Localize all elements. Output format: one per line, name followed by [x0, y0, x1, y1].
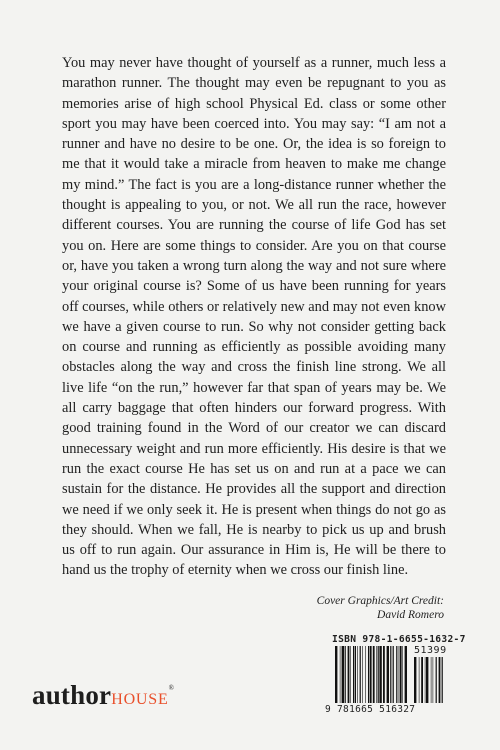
barcode-bar — [350, 646, 351, 703]
barcode-bar — [402, 646, 403, 703]
barcode-bar — [431, 657, 432, 703]
barcode-bar — [387, 646, 389, 703]
barcode-bar — [396, 646, 397, 703]
barcode-bar — [425, 657, 426, 703]
barcode-bar — [357, 646, 358, 703]
barcode-bar — [376, 646, 377, 703]
barcode-bar — [436, 657, 437, 703]
barcode-bar — [419, 657, 420, 703]
isbn-barcode — [335, 646, 408, 703]
credit-artist: David Romero — [377, 609, 444, 621]
cover-art-credit — [317, 594, 444, 622]
barcode-bar — [421, 657, 423, 703]
barcode-bar — [370, 646, 372, 703]
barcode-bar — [405, 646, 407, 703]
barcode-addon-digits: 51399 — [414, 645, 447, 656]
registered-mark: ® — [168, 684, 174, 692]
barcode-bar — [399, 646, 400, 703]
barcode-bar — [345, 646, 346, 703]
barcode-bar — [414, 657, 416, 703]
barcode-bar — [342, 646, 344, 703]
barcode-bar — [335, 646, 337, 703]
barcode-bar — [439, 657, 441, 703]
barcode-bar — [340, 646, 341, 703]
barcode-bar — [426, 657, 428, 703]
barcode-bar — [353, 646, 354, 703]
barcode-digits: 9 781665 516327 — [325, 704, 416, 715]
barcode-bar — [400, 646, 402, 703]
logo-house-text: HOUSE — [111, 691, 169, 708]
barcode-bar — [383, 646, 385, 703]
logo-author-text: author — [32, 680, 112, 710]
barcode-bar — [379, 646, 381, 703]
barcode-bar — [390, 646, 391, 703]
barcode-bar — [362, 646, 363, 703]
barcode-bar — [365, 646, 366, 703]
barcode-bar — [393, 646, 394, 703]
back-cover-blurb: You may never have thought of yourself as a runner, much less a marathon runner. The thought may even be repugnant to you as memories arise of high school Physical Ed. class or some other sport you may have been coerced into. You may say: “I am not a runner and have no desire to be one. Or, the idea is so foreign to me that it would take a miracle from heaven to make me change my mind.” The fact is you are a long-distance runner whether the thought is appealing to you, or not. We all run the race, however different courses. You are running the course of life God has set you on. Here are some things to consider. Are you on that course or, have you taken a wrong turn along the way and not sure where your original course is? Some of us have been running for years off courses, while others or relatively new and may not even know we have a given course to run. So why not consider getting back on course and running as efficiently as possible avoiding many obstacles along the way and cross the finish line strong. We all live life “on the run,” however far that span of years may be. We all carry baggage that often hinders our forward progress. With good training found in the Word of our creator we can discard unnecessary weight and run more efficiently. His desire is that we run the exact course He has set us on and run at a pace we can sustain for the distance. He provides all the support and direction we need if we only seek it. He is present when things do not go as they should. When we fall, He is nearby to pick us up and brush us off to run again. Our assurance in Him is, He will be there to hand us the trophy of eternity when we cross our finish line. — [62, 55, 446, 579]
barcode-bar — [355, 646, 356, 703]
barcode-bar — [360, 646, 361, 703]
authorhouse-logo — [32, 680, 174, 711]
isbn-label: ISBN 978-1-6655-1632-7 — [332, 634, 466, 645]
price-addon-barcode — [414, 657, 444, 703]
barcode-bar — [348, 646, 350, 703]
barcode-bar — [378, 646, 379, 703]
barcode-bar — [368, 646, 369, 703]
barcode-bar — [373, 646, 375, 703]
barcode-bar — [433, 657, 434, 703]
credit-label: Cover Graphics/Art Credit: — [316, 595, 444, 607]
barcode-bar — [442, 657, 443, 703]
